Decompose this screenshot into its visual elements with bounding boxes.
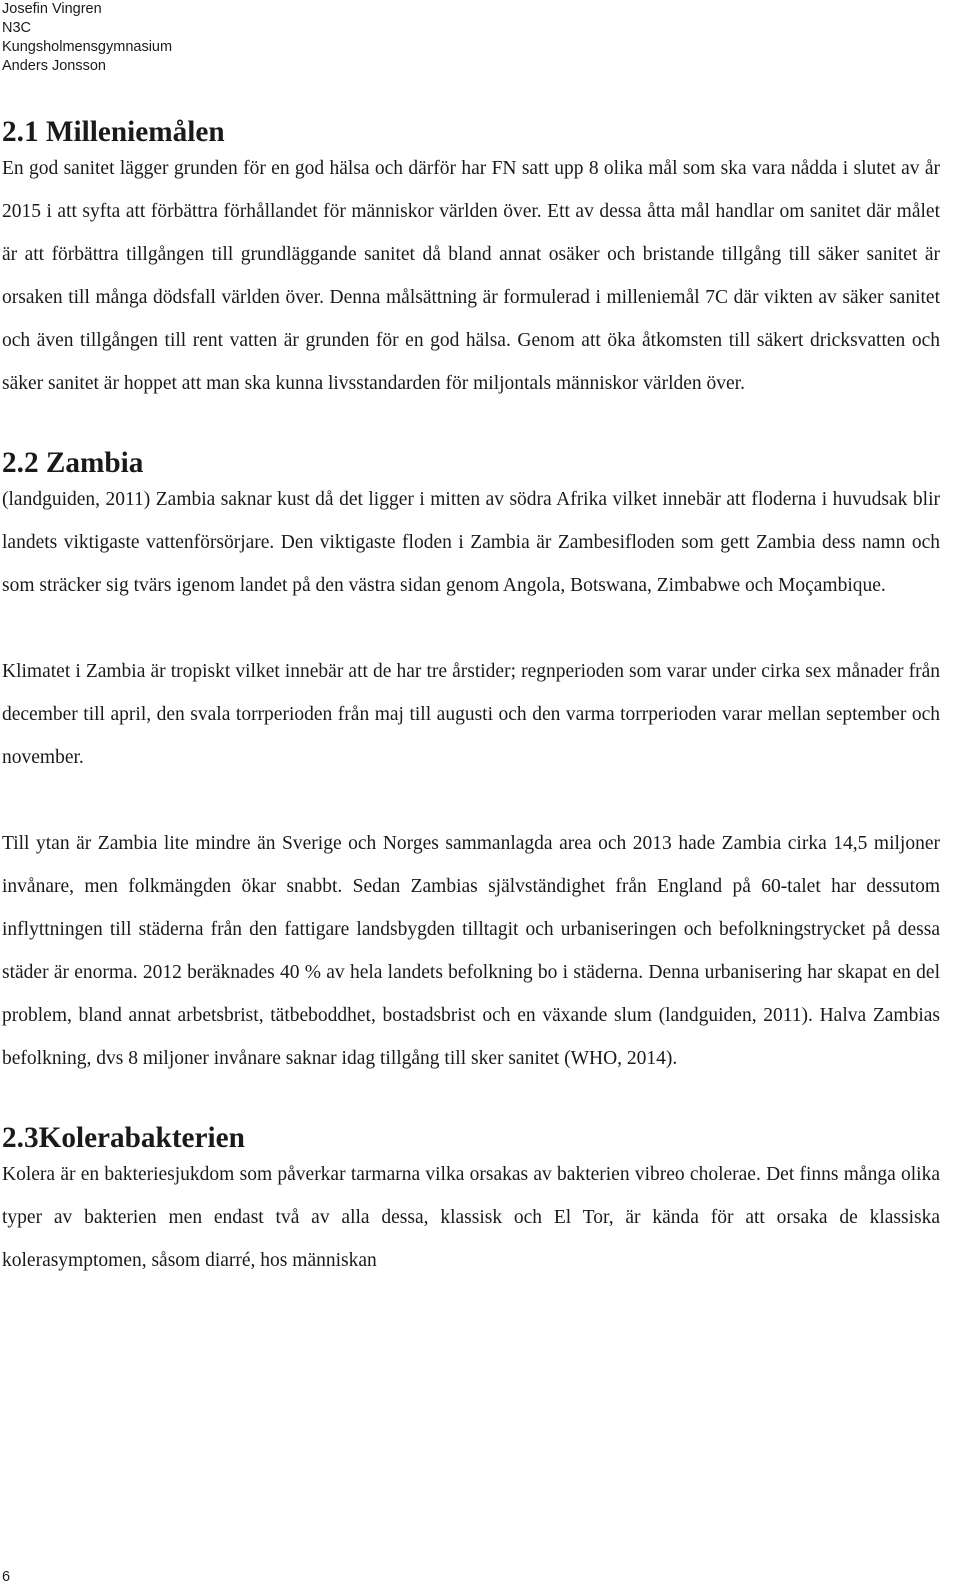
paragraph: Kolera är en bakteriesjukdom som påverkar tarmarna vilka orsakas av bakterien vibreo cholerae. Det finns många olika typer av bakterien men endast två av alla dessa, klassisk och El Tor, är kända för att orsaka de klassiska kolerasymptomen, såsom diarré, hos människan [2,1164,940,1271]
section-millennium-goals [2,117,940,405]
section-zambia [2,448,940,1080]
section-heading: 2.3Kolerabakterien [2,1122,245,1154]
class-name: N3C [2,20,32,36]
paragraph: En god sanitet lägger grunden för en god hälsa och därför har FN satt upp 8 olika mål som ska vara nådda i slutet av år 2015 i att syfta att förbättra förhållandet för människor världen över. Ett av dessa åtta mål handlar om sanitet där målet är att förbättra tillgången till grundläggande sanitet då bland annat osäker och bristande tillgång till säker sanitet är orsaken till många dödsfall världen över. Denna målsättning är formulerad i milleniemål 7C där vikten av säker sanitet och även tillgången till rent vatten är grunden för en god hälsa. Genom att öka åtkomsten till säkert dricksvatten och säker sanitet är hoppet att man ska kunna livsstandarden för miljontals människor världen över. [2,158,940,394]
section-heading: 2.1 Milleniemålen [2,116,225,148]
paragraph: Till ytan är Zambia lite mindre än Sverige och Norges sammanlagda area och 2013 hade Zambia cirka 14,5 miljoner invånare, men folkmängden ökar snabbt. Sedan Zambias självständighet från England på 60-talet har dessutom inflyttningen till städerna från den fattigare landsbygden tilltagit och urbaniseringen och befolkningstrycket på dessa städer är enorma. 2012 beräknades 40 % av hela landets befolkning bo i städerna. Denna urbanisering har skapat en del problem, bland annat arbetsbrist, tätbeboddhet, bostadsbrist och en växande slum (landguiden, 2011). Halva Zambias befolkning, dvs 8 miljoner invånare saknar idag tillgång till sker sanitet (WHO, 2014). [2,833,940,1069]
document-body [2,117,940,1282]
school-name: Kungsholmensgymnasium [2,39,173,55]
teacher-name: Anders Jonsson [2,58,106,74]
document-header [2,0,172,76]
section-cholera [2,1123,940,1282]
paragraph: Klimatet i Zambia är tropiskt vilket innebär att de har tre årstider; regnperioden som varar under cirka sex månader från december till april, den svala torrperioden från maj till augusti och den varma torrperioden varar mellan september och november. [2,661,940,768]
author-name: Josefin Vingren [2,1,102,17]
page-number: 6 [2,1569,11,1585]
section-heading: 2.2 Zambia [2,447,144,479]
paragraph: (landguiden, 2011) Zambia saknar kust då det ligger i mitten av södra Afrika vilket innebär att floderna i huvudsak blir landets viktigaste vattenförsörjare. Den viktigaste floden i Zambia är Zambesifloden som gett Zambia dess namn och som sträcker sig tvärs igenom landet på den västra sidan genom Angola, Botswana, Zimbabwe och Moçambique. [2,489,940,596]
